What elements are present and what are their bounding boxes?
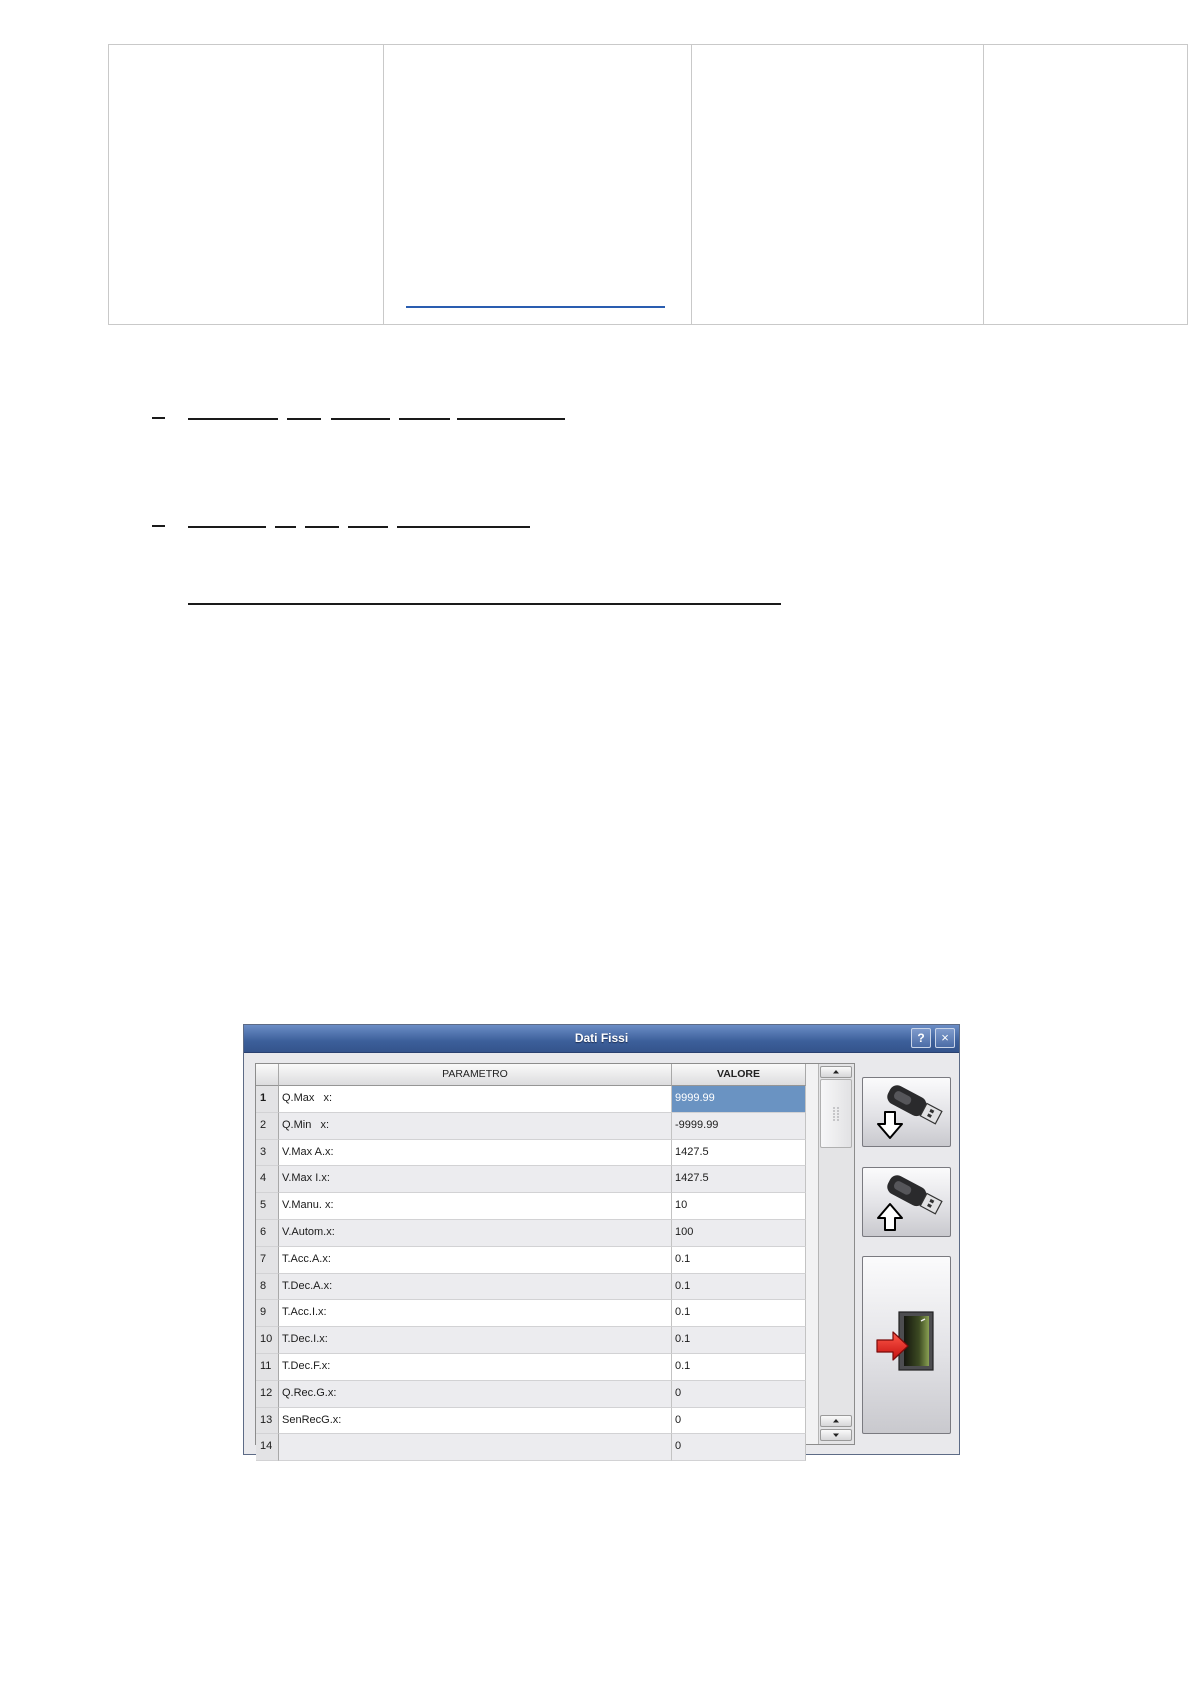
underlined-blank-text — [457, 418, 565, 420]
scroll-up-button[interactable] — [820, 1066, 852, 1078]
table-row[interactable] — [256, 1193, 806, 1220]
table-row[interactable] — [256, 1220, 806, 1247]
corner-header-cell[interactable] — [256, 1064, 279, 1086]
row-number[interactable]: 1 — [256, 1086, 279, 1113]
value-cell[interactable]: 0 — [672, 1381, 806, 1408]
value-cell[interactable]: -9999.99 — [672, 1113, 806, 1140]
parameter-cell[interactable]: T.Acc.I.x: — [279, 1300, 672, 1327]
row-number[interactable]: 10 — [256, 1327, 279, 1354]
underlined-blank-text — [287, 418, 321, 420]
table-row[interactable] — [256, 1166, 806, 1193]
exit-button[interactable] — [862, 1256, 951, 1434]
row-number[interactable]: 6 — [256, 1220, 279, 1247]
underlined-blank-text — [331, 418, 390, 420]
parameter-cell[interactable]: V.Max A.x: — [279, 1140, 672, 1167]
table-header — [256, 1064, 806, 1086]
table-row[interactable] — [256, 1434, 806, 1461]
value-cell[interactable]: 0.1 — [672, 1247, 806, 1274]
underlined-blank-text — [275, 526, 296, 528]
underlined-blank-text — [188, 603, 781, 605]
scroll-up-button[interactable] — [820, 1415, 852, 1427]
close-icon[interactable]: × — [935, 1028, 955, 1048]
parameter-cell[interactable]: Q.Max x: — [279, 1086, 672, 1113]
table-row[interactable] — [256, 1300, 806, 1327]
table-row[interactable] — [256, 1354, 806, 1381]
usb-upload-icon — [863, 1168, 950, 1236]
scrollbar-thumb[interactable] — [820, 1079, 852, 1148]
value-cell[interactable]: 10 — [672, 1193, 806, 1220]
underlined-blank-text — [188, 418, 278, 420]
table-row[interactable] — [256, 1247, 806, 1274]
parameter-cell[interactable]: V.Max I.x: — [279, 1166, 672, 1193]
underlined-blank-text — [397, 526, 530, 528]
row-number[interactable]: 7 — [256, 1247, 279, 1274]
usb-export-button[interactable] — [862, 1167, 951, 1237]
value-cell[interactable]: 100 — [672, 1220, 806, 1247]
usb-import-button[interactable] — [862, 1077, 951, 1147]
dati-fissi-dialog — [243, 1024, 960, 1455]
row-number[interactable]: 13 — [256, 1408, 279, 1435]
row-number[interactable]: 3 — [256, 1140, 279, 1167]
table-cell — [692, 45, 984, 324]
column-header-parametro[interactable]: PARAMETRO — [279, 1064, 672, 1086]
parameter-cell[interactable]: T.Dec.A.x: — [279, 1274, 672, 1301]
arrow-up-icon — [831, 1416, 841, 1426]
value-cell[interactable]: 0.1 — [672, 1274, 806, 1301]
value-cell[interactable]: 1427.5 — [672, 1140, 806, 1167]
parameter-cell[interactable]: V.Autom.x: — [279, 1220, 672, 1247]
exit-icon — [863, 1257, 950, 1433]
table-row[interactable] — [256, 1113, 806, 1140]
parameters-table — [255, 1063, 855, 1453]
table-cell — [384, 45, 692, 324]
row-number[interactable]: 4 — [256, 1166, 279, 1193]
parameter-cell[interactable]: SenRecG.x: — [279, 1408, 672, 1435]
table-cell — [109, 45, 384, 324]
value-cell[interactable]: 0 — [672, 1408, 806, 1435]
row-number[interactable]: 8 — [256, 1274, 279, 1301]
parameter-cell[interactable]: T.Dec.I.x: — [279, 1327, 672, 1354]
parameter-cell[interactable]: Q.Min x: — [279, 1113, 672, 1140]
value-cell[interactable]: 0.1 — [672, 1354, 806, 1381]
bullet-dash — [152, 417, 165, 419]
row-number[interactable]: 9 — [256, 1300, 279, 1327]
parameter-cell[interactable]: V.Manu. x: — [279, 1193, 672, 1220]
scroll-down-button[interactable] — [820, 1429, 852, 1441]
row-number[interactable]: 2 — [256, 1113, 279, 1140]
vertical-scrollbar[interactable] — [818, 1064, 854, 1444]
parameter-cell[interactable]: T.Acc.A.x: — [279, 1247, 672, 1274]
bullet-dash — [152, 525, 165, 527]
title-bar[interactable] — [244, 1025, 959, 1053]
row-number[interactable]: 11 — [256, 1354, 279, 1381]
grip-icon — [831, 1080, 841, 1147]
document-table — [108, 44, 1188, 325]
hyperlink-underline[interactable] — [406, 306, 665, 308]
table-row[interactable] — [256, 1140, 806, 1167]
value-cell[interactable]: 0.1 — [672, 1300, 806, 1327]
arrow-up-icon — [831, 1067, 841, 1077]
arrow-down-icon — [831, 1430, 841, 1440]
value-cell[interactable]: 0.1 — [672, 1327, 806, 1354]
value-cell[interactable]: 9999.99 — [672, 1086, 806, 1113]
row-number[interactable]: 5 — [256, 1193, 279, 1220]
table-row[interactable] — [256, 1408, 806, 1435]
usb-download-icon — [863, 1078, 950, 1146]
underlined-blank-text — [348, 526, 388, 528]
parameter-cell[interactable]: T.Dec.F.x: — [279, 1354, 672, 1381]
table-row[interactable] — [256, 1327, 806, 1354]
table-row[interactable] — [256, 1274, 806, 1301]
underlined-blank-text — [399, 418, 450, 420]
value-cell[interactable]: 0 — [672, 1434, 806, 1461]
help-icon[interactable]: ? — [911, 1028, 931, 1048]
table-row[interactable] — [256, 1086, 806, 1113]
table-row[interactable] — [256, 1381, 806, 1408]
dialog-title: Dati Fissi — [574, 1031, 629, 1045]
table-cell — [984, 45, 1187, 324]
table-body — [256, 1086, 806, 1461]
value-cell[interactable]: 1427.5 — [672, 1166, 806, 1193]
row-number[interactable]: 12 — [256, 1381, 279, 1408]
parameter-cell[interactable]: Q.Rec.G.x: — [279, 1381, 672, 1408]
column-header-valore[interactable]: VALORE — [672, 1064, 806, 1086]
underlined-blank-text — [188, 526, 266, 528]
underlined-blank-text — [305, 526, 339, 528]
parameter-cell[interactable] — [279, 1434, 672, 1461]
row-number[interactable]: 14 — [256, 1434, 279, 1461]
